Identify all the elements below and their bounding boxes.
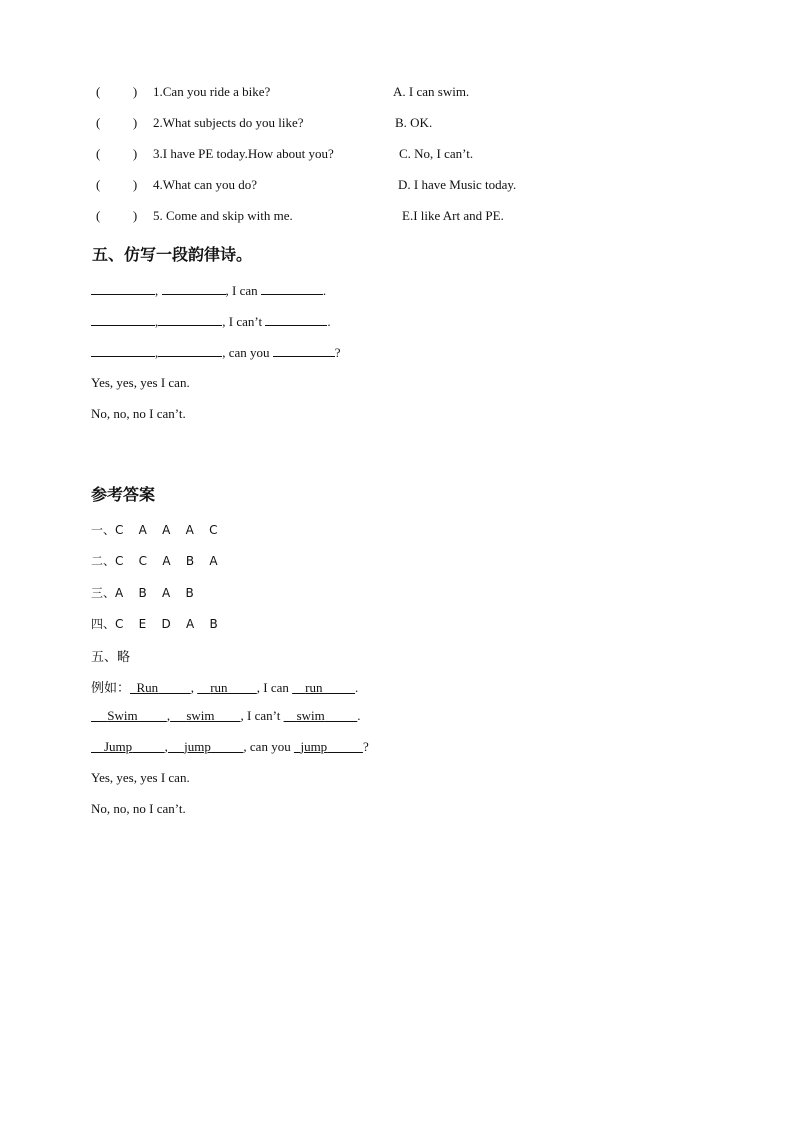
- answer-key-heading: 参考答案: [91, 485, 156, 504]
- question-3: 3.I have PE today.How about you?: [153, 146, 334, 161]
- blank[interactable]: [273, 344, 335, 357]
- rhyme-line-4: Yes, yes, yes I can.: [91, 375, 190, 390]
- answer-row-3: 三、A B A B: [91, 586, 194, 600]
- question-1: 1.Can you ride a bike?: [153, 84, 271, 99]
- rhyme-line-3: , , can you ?: [91, 344, 341, 361]
- rhyme-line-2: , , I can’t .: [91, 313, 331, 330]
- paren-2: ( ): [96, 115, 138, 130]
- answer-option-a: A. I can swim.: [393, 84, 470, 99]
- blank[interactable]: [158, 344, 222, 357]
- question-2: 2.What subjects do you like?: [153, 115, 304, 130]
- rhyme-line-5: No, no, no I can’t.: [91, 406, 186, 421]
- blank[interactable]: [162, 282, 226, 295]
- section-five-heading: 五、仿写一段韵律诗。: [92, 245, 253, 264]
- example-line-3: Jump , jump , can you jump ?: [104, 739, 369, 754]
- blank[interactable]: [91, 344, 155, 357]
- paren-5: ( ): [96, 208, 138, 223]
- example-line-2: Swim , swim , I can’t swim .: [107, 708, 361, 723]
- example-line-1: 例如： Run , run , I can run .: [91, 680, 359, 696]
- paren-4: ( ): [96, 177, 138, 192]
- answer-option-c: C. No, I can’t.: [399, 146, 474, 161]
- blank[interactable]: [261, 282, 323, 295]
- question-4: 4.What can you do?: [153, 177, 257, 192]
- answer-row-5: 五、略: [91, 650, 131, 665]
- example-line-5: No, no, no I can’t.: [91, 801, 186, 816]
- answer-row-1: 一、C A A A C: [91, 523, 218, 537]
- question-5: 5. Come and skip with me.: [153, 208, 293, 223]
- rhyme-line-1: , , I can .: [91, 282, 326, 299]
- blank[interactable]: [265, 313, 327, 326]
- paren-1: ( ): [96, 84, 138, 99]
- answer-option-d: D. I have Music today.: [398, 177, 517, 192]
- answer-row-2: 二、C C A B A: [91, 554, 218, 568]
- answer-option-b: B. OK.: [395, 115, 433, 130]
- example-line-4: Yes, yes, yes I can.: [91, 770, 190, 785]
- answer-row-4: 四、C E D A B: [91, 617, 218, 631]
- blank[interactable]: [158, 313, 222, 326]
- answer-option-e: E.I like Art and PE.: [402, 208, 504, 223]
- blank[interactable]: [91, 282, 155, 295]
- paren-3: ( ): [96, 146, 138, 161]
- blank[interactable]: [91, 313, 155, 326]
